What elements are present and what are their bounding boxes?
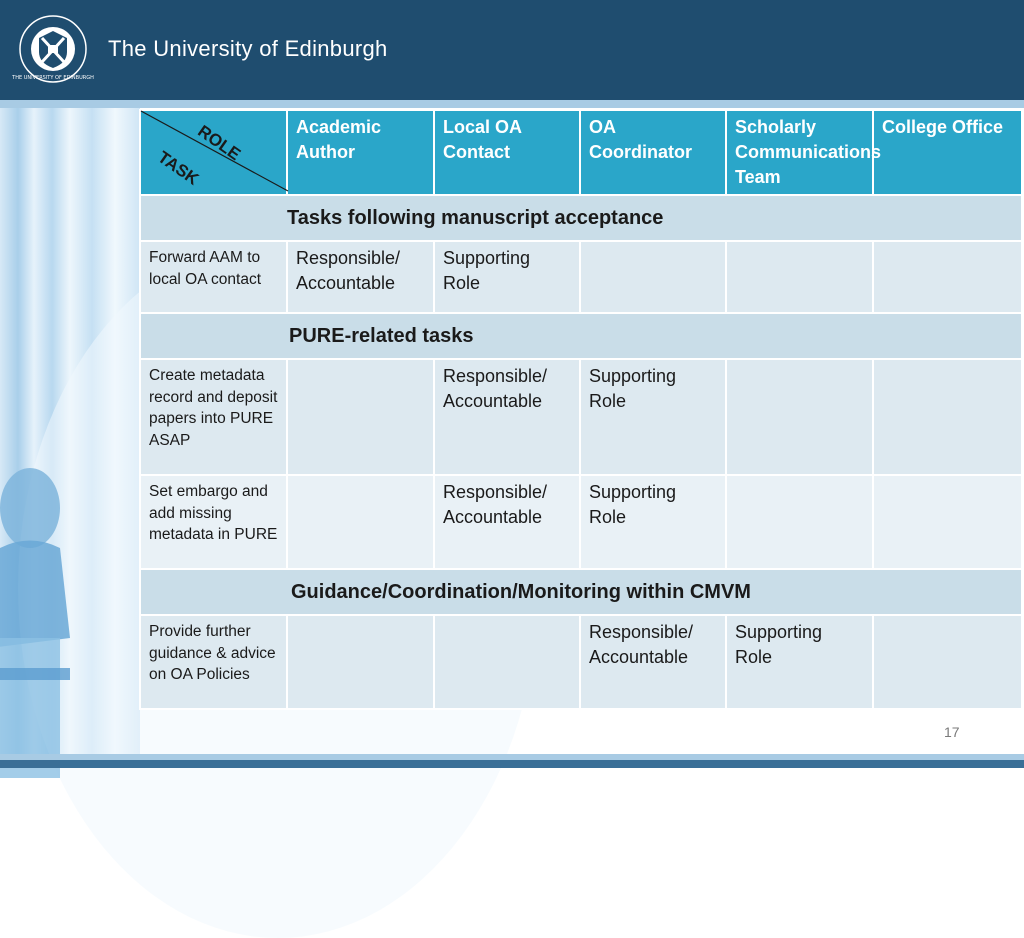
column-header: Academic Author xyxy=(287,110,434,195)
task-cell: Forward AAM to local OA contact xyxy=(140,241,287,313)
table-header-row xyxy=(140,110,1022,195)
section-row xyxy=(140,195,1022,241)
section-cell xyxy=(140,313,1022,359)
slide-header xyxy=(0,0,1024,100)
role-cell xyxy=(873,359,1022,475)
footer-bar xyxy=(0,760,1024,768)
column-header: Scholarly Communications Team xyxy=(726,110,873,195)
section-title: Guidance/Coordination/Monitoring within CMVM xyxy=(291,581,751,603)
role-task-corner-cell xyxy=(140,110,287,195)
task-cell: Provide further guidance & advice on OA Policies xyxy=(140,615,287,709)
roles-table xyxy=(139,109,1023,710)
table-row xyxy=(140,241,1022,313)
section-cell xyxy=(140,569,1022,615)
university-name: The University of Edinburgh xyxy=(108,36,388,61)
university-crest-icon xyxy=(12,14,94,84)
task-label: TASK xyxy=(154,147,203,189)
role-cell: Supporting Role xyxy=(434,241,580,313)
task-cell: Create metadata record and deposit papers into PURE ASAP xyxy=(140,359,287,475)
role-cell: Supporting Role xyxy=(580,475,726,569)
table-row xyxy=(140,359,1022,475)
crest-text: THE UNIVERSITY OF EDINBURGH xyxy=(12,75,94,81)
role-cell xyxy=(726,359,873,475)
background-image-panel xyxy=(0,108,140,758)
statue-bust-image xyxy=(0,438,100,778)
task-cell: Set embargo and add missing metadata in PURE xyxy=(140,475,287,569)
section-title: Tasks following manuscript acceptance xyxy=(287,207,664,229)
role-cell xyxy=(287,475,434,569)
role-cell xyxy=(434,615,580,709)
role-cell xyxy=(726,241,873,313)
role-cell xyxy=(287,615,434,709)
role-cell: Responsible/ Accountable xyxy=(434,475,580,569)
column-header: OA Coordinator xyxy=(580,110,726,195)
section-row xyxy=(140,313,1022,359)
header-stripe xyxy=(0,100,1024,108)
role-cell xyxy=(873,241,1022,313)
role-cell xyxy=(287,359,434,475)
column-header: Local OA Contact xyxy=(434,110,580,195)
role-cell: Responsible/ Accountable xyxy=(434,359,580,475)
role-cell xyxy=(580,241,726,313)
role-label: ROLE xyxy=(194,121,244,165)
role-cell: Responsible/ Accountable xyxy=(580,615,726,709)
page-number: 17 xyxy=(944,724,960,740)
section-cell xyxy=(140,195,1022,241)
role-cell: Supporting Role xyxy=(726,615,873,709)
table-row xyxy=(140,615,1022,709)
section-title: PURE-related tasks xyxy=(289,325,474,347)
role-cell: Supporting Role xyxy=(580,359,726,475)
role-cell xyxy=(873,475,1022,569)
role-cell: Responsible/ Accountable xyxy=(287,241,434,313)
section-row xyxy=(140,569,1022,615)
role-cell xyxy=(726,475,873,569)
role-cell xyxy=(873,615,1022,709)
column-header: College Office xyxy=(873,110,1022,195)
table-row xyxy=(140,475,1022,569)
